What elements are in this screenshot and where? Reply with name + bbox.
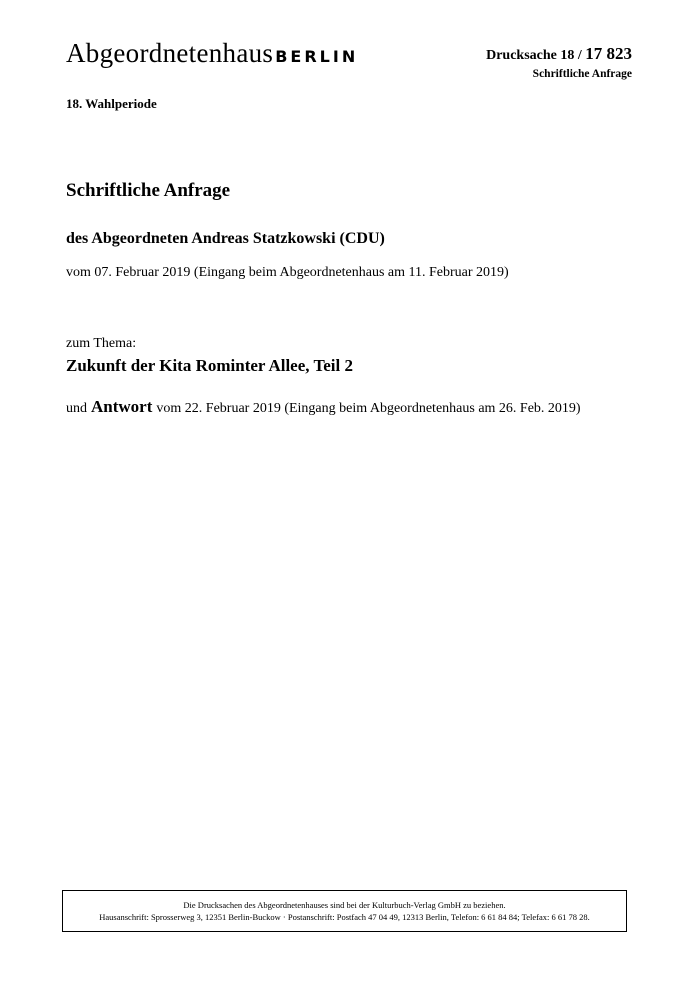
drucksache-prefix: Drucksache 18 /: [486, 48, 586, 63]
drucksache-number: [486, 44, 632, 64]
answer-line: [66, 397, 581, 417]
footer-line-2: Hausanschrift: Sprosserweg 3, 12351 Berlin-Buckow · Postanschrift: Postfach 47 04 49, 12313 Berlin, Telefon: 6 61 84 84; Telefax: 6 61 78 28.: [99, 912, 590, 922]
document-title: Schriftliche Anfrage: [66, 180, 231, 201]
thema-title: Zukunft der Kita Rominter Allee, Teil 2: [66, 356, 353, 375]
footer-box: [62, 890, 627, 932]
logo-city-text: BERLIN: [275, 47, 359, 66]
date-line: vom 07. Februar 2019 (Eingang beim Abgeordnetenhaus am 11. Februar 2019): [66, 265, 509, 280]
answer-prefix: und: [66, 401, 87, 416]
drucksache-num: 17 823: [585, 44, 632, 63]
logo-main-text: Abgeordnetenhaus: [66, 38, 274, 68]
drucksache-block: [486, 44, 632, 80]
author-line: des Abgeordneten Andreas Statzkowski (CDU): [66, 230, 385, 247]
footer-line-1: Die Drucksachen des Abgeordnetenhauses sind bei der Kulturbuch-Verlag GmbH zu beziehen.: [183, 900, 506, 910]
thema-label: zum Thema:: [66, 336, 137, 351]
answer-label: Antwort: [91, 397, 153, 416]
doc-type: Schriftliche Anfrage: [532, 68, 632, 80]
parliament-logo: [66, 38, 358, 69]
wahlperiode: 18. Wahlperiode: [66, 96, 157, 111]
answer-text: vom 22. Februar 2019 (Eingang beim Abgeordnetenhaus am 26. Feb. 2019): [156, 401, 581, 416]
